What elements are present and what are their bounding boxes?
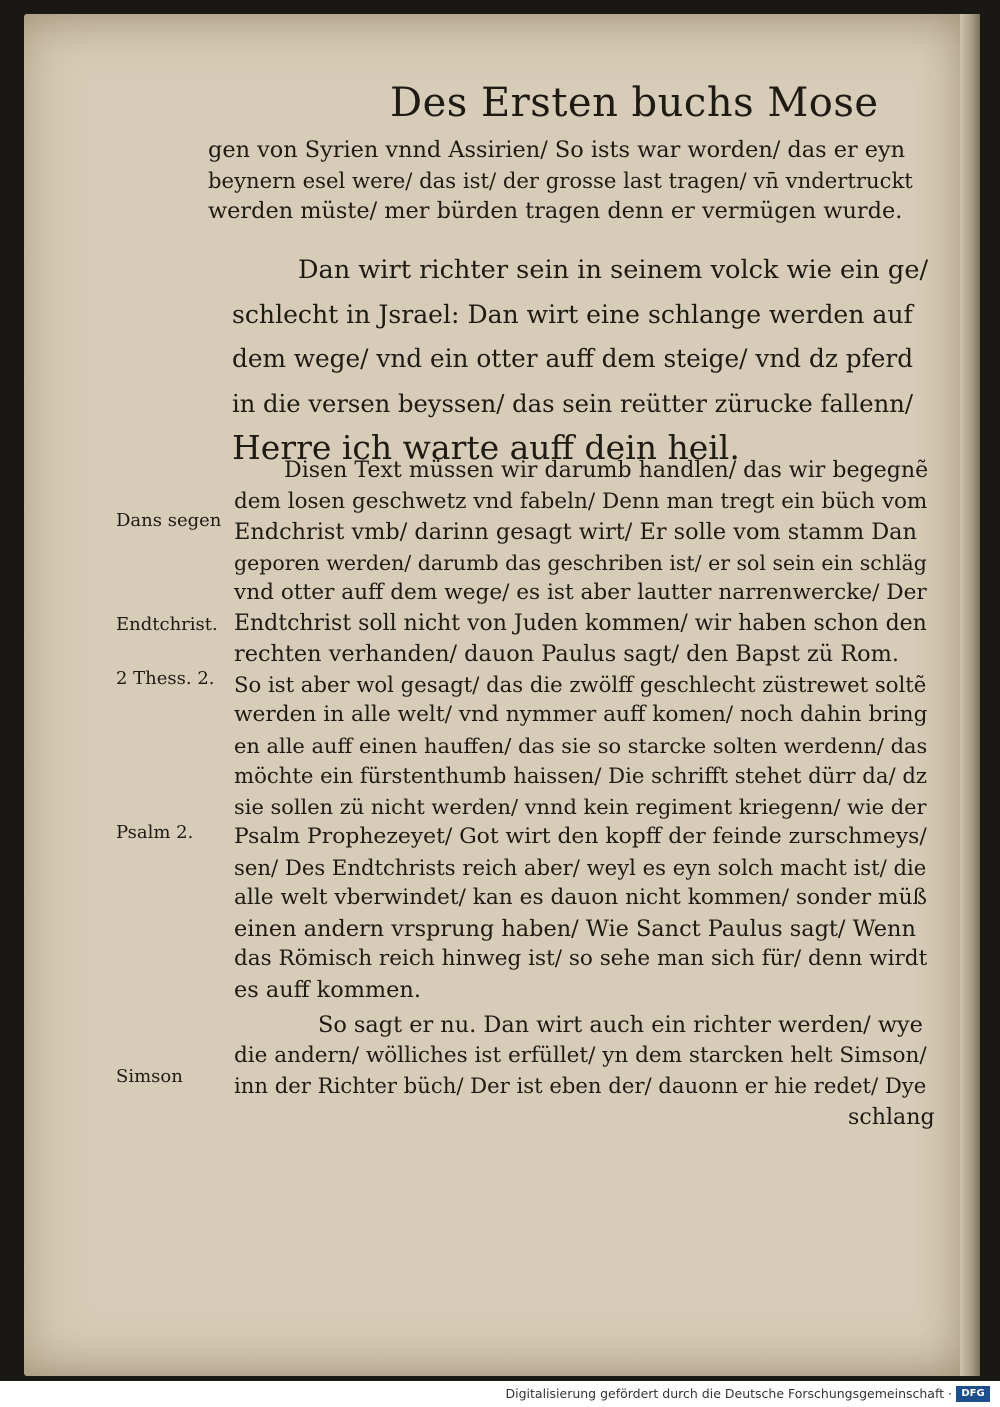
digitization-footer	[0, 1381, 1000, 1407]
text-line: möchte ein fürstenthumb haissen/ Die schrifft stehet dürr da/ dz	[234, 763, 928, 788]
text-line: So sagt er nu. Dan wirt auch ein richter werden/ wye	[318, 1012, 923, 1038]
text-line: sen/ Des Endtchrists reich aber/ weyl es eyn solch macht ist/ die	[234, 854, 927, 880]
text-line: gen von Syrien vnnd Assirien/ So ists war worden/ das er eyn	[208, 137, 906, 163]
text-line: sie sollen zü nicht werden/ vnnd kein regiment kriegenn/ wie der	[234, 794, 927, 819]
text-line: vnd otter auff dem wege/ es ist aber lautter narrenwercke/ Der	[234, 580, 927, 605]
text-line: in die versen beyssen/ das sein reütter zürucke fallenn/	[232, 389, 913, 418]
text-line: dem wege/ vnd ein otter auff dem steige/ vnd dz pferd	[232, 344, 914, 373]
text-line: rechten verhanden/ dauon Paulus sagt/ den Bapst zü Rom.	[234, 641, 900, 667]
margin-gloss: Psalm 2.	[116, 822, 194, 843]
dfg-logo: DFG	[956, 1386, 990, 1402]
text-line: Dan wirt richter sein in seinem volck wie ein ge/	[298, 255, 929, 285]
text-line: Endchrist vmb/ darinn gesagt wirt/ Er solle vom stamm Dan	[234, 519, 917, 545]
text-line: das Römisch reich hinweg ist/ so sehe man sich für/ denn wirdt	[234, 946, 928, 971]
running-head: Des Ersten buchs Mose	[390, 80, 879, 126]
text-block-3	[234, 456, 934, 1005]
text-line: die andern/ wölliches ist erfüllet/ yn dem starcken helt Simson/	[234, 1042, 927, 1068]
margin-gloss: Dans segen	[116, 510, 222, 531]
margin-gloss: 2 Thess. 2.	[116, 668, 215, 689]
text-block-1	[208, 135, 920, 227]
text-block-2	[232, 248, 929, 471]
text-line: es auff kommen.	[234, 976, 421, 1003]
text-line: Psalm Prophezeyet/ Got wirt den kopff der feinde zurschmeys/	[234, 824, 927, 849]
text-block-4	[234, 1010, 934, 1132]
text-line: inn der Richter büch/ Der ist eben der/ dauonn er hie redet/ Dye	[234, 1073, 927, 1098]
text-line: So ist aber wol gesagt/ das die zwölff geschlecht züstrewet soltẽ	[234, 671, 927, 697]
text-line: en alle auff einen hauffen/ das sie so starcke solten werdenn/ das	[234, 733, 928, 758]
margin-gloss: Simson	[116, 1066, 183, 1087]
text-line: Herre ich warte auff dein heil.	[232, 428, 740, 467]
text-line: werden in alle welt/ vnd nymmer auff komen/ noch dahin bring	[234, 702, 928, 727]
text-line: einen andern vrsprung haben/ Wie Sanct Paulus sagt/ Wenn	[234, 915, 916, 942]
text-line: beynern esel were/ das ist/ der grosse last tragen/ vn̄ vndertruckt	[208, 167, 913, 193]
text-line: alle welt vberwindet/ kan es dauon nicht kommen/ sonder müß	[234, 885, 928, 910]
text-line: Disen Text müssen wir darumb handlen/ das wir begegnẽ	[284, 458, 929, 483]
page-edge	[960, 14, 980, 1376]
text-line: geporen werden/ darumb das geschriben ist/ er sol sein ein schläg	[234, 550, 927, 575]
text-line: dem losen geschwetz vnd fabeln/ Denn man tregt ein büch vom	[234, 488, 928, 514]
margin-gloss: Endtchrist.	[116, 614, 218, 635]
text-line: werden müste/ mer bürden tragen denn er vermügen wurde.	[208, 198, 903, 224]
text-line: Endtchrist soll nicht von Juden kommen/ wir haben schon den	[234, 610, 927, 636]
text-line: schlecht in Jsrael: Dan wirt eine schlange werden auf	[232, 299, 913, 329]
footer-credit: Digitalisierung gefördert durch die Deutsche Forschungsgemeinschaft ·	[505, 1386, 952, 1401]
text-line: schlang	[848, 1103, 935, 1130]
